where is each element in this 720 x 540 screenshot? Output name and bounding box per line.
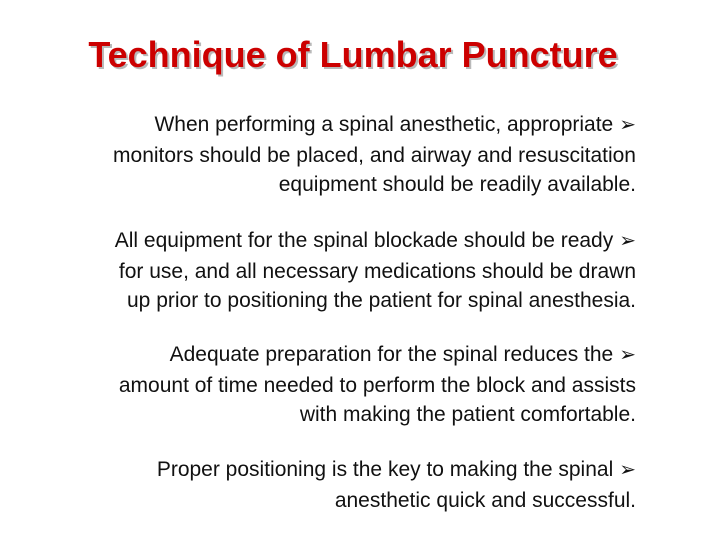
arrow-bullet-icon: ➢ [619, 459, 636, 481]
bullet-line: amount of time needed to perform the block and assists [118, 373, 636, 397]
bullet-line-text: Proper positioning is the key to making the spinal [156, 458, 614, 481]
slide-title: Technique of Lumbar Puncture [88, 34, 618, 75]
bullet-line: for use, and all necessary medications should be drawn [118, 259, 636, 283]
bullet-line: up prior to positioning the patient for spinal anesthesia. [127, 289, 636, 312]
bullet-line [16, 455, 636, 486]
bullet-item [16, 226, 636, 316]
arrow-bullet-icon: ➢ [619, 344, 636, 366]
bullet-line: monitors should be placed, and airway and resuscitation [113, 143, 636, 167]
bullet-item [16, 110, 636, 200]
arrow-bullet-icon: ➢ [619, 114, 636, 136]
bullet-line: anesthetic quick and successful. [334, 488, 636, 512]
bullet-line-text: Adequate preparation for the spinal reduces the [169, 343, 614, 366]
bullet-line [16, 340, 636, 371]
bullet-line-text: All equipment for the spinal blockade should be ready [114, 229, 614, 252]
bullet-line-text: When performing a spinal anesthetic, appropriate [154, 113, 614, 136]
bullet-item [16, 455, 636, 515]
bullet-line [16, 226, 636, 257]
bullet-line: with making the patient comfortable. [299, 403, 636, 426]
bullet-line [16, 110, 636, 141]
bullet-line: equipment should be readily available. [278, 173, 636, 196]
arrow-bullet-icon: ➢ [619, 230, 636, 252]
bullet-item [16, 340, 636, 430]
